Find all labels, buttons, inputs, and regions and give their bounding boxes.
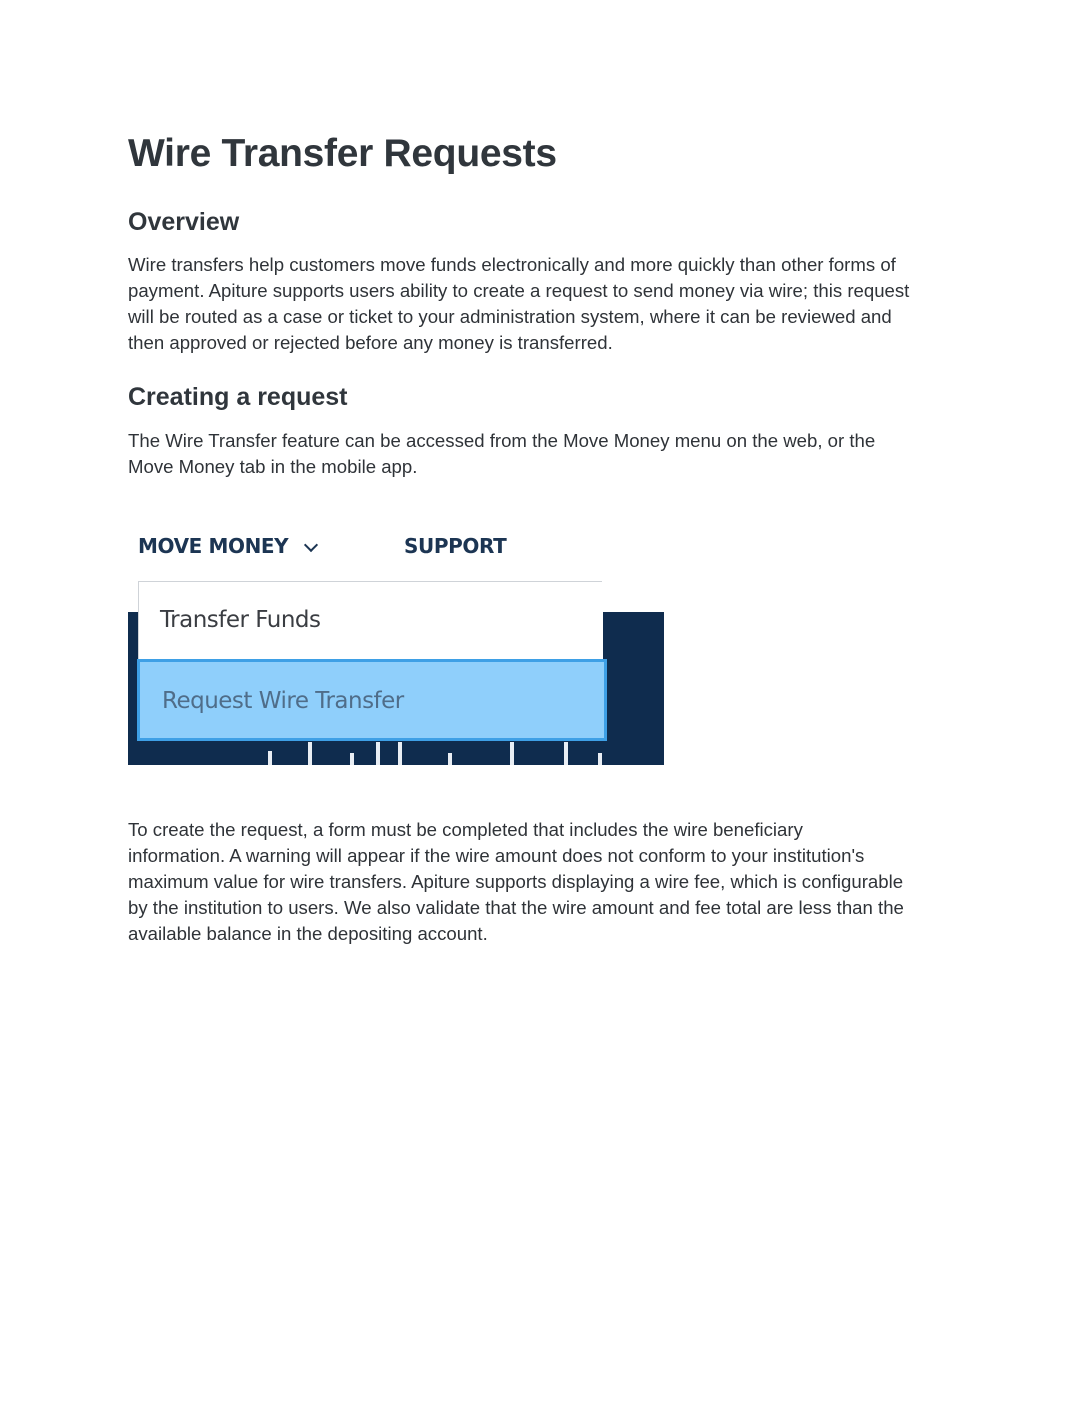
move-money-menu-screenshot bbox=[128, 520, 664, 765]
menu-item-request-wire-transfer[interactable]: Request Wire Transfer bbox=[137, 659, 607, 741]
creating-request-paragraph bbox=[128, 428, 968, 480]
paragraph-line: To create the request, a form must be completed that includes the wire beneficiary bbox=[128, 819, 803, 840]
paragraph-line: then approved or rejected before any money is transferred. bbox=[128, 332, 613, 353]
paragraph-line: Wire transfers help customers move funds electronically and more quickly than other forms of bbox=[128, 254, 896, 275]
banner-text-fragment bbox=[248, 742, 608, 765]
overview-paragraph bbox=[128, 252, 968, 356]
paragraph-line: available balance in the depositing account. bbox=[128, 923, 488, 944]
creating-request-heading: Creating a request bbox=[128, 383, 348, 411]
move-money-dropdown bbox=[138, 581, 602, 739]
paragraph-line: will be routed as a case or ticket to your administration system, where it can be reviewed and bbox=[128, 306, 892, 327]
menu-item-transfer-funds[interactable]: Transfer Funds bbox=[139, 582, 603, 659]
nav-support[interactable]: SUPPORT bbox=[404, 534, 507, 558]
chevron-down-icon bbox=[304, 538, 318, 552]
paragraph-line: payment. Apiture supports users ability to create a request to send money via wire; this request bbox=[128, 280, 910, 301]
request-form-paragraph bbox=[128, 817, 968, 947]
nav-move-money[interactable]: MOVE MONEY bbox=[138, 534, 289, 558]
overview-heading: Overview bbox=[128, 208, 240, 236]
paragraph-line: Move Money tab in the mobile app. bbox=[128, 456, 418, 477]
paragraph-line: The Wire Transfer feature can be accessed from the Move Money menu on the web, or the bbox=[128, 430, 876, 451]
page-title: Wire Transfer Requests bbox=[128, 132, 557, 175]
paragraph-line: maximum value for wire transfers. Apiture supports displaying a wire fee, which is configurable bbox=[128, 871, 904, 892]
paragraph-line: by the institution to users. We also validate that the wire amount and fee total are less than the bbox=[128, 897, 904, 918]
paragraph-line: information. A warning will appear if the wire amount does not conform to your institution's bbox=[128, 845, 865, 866]
